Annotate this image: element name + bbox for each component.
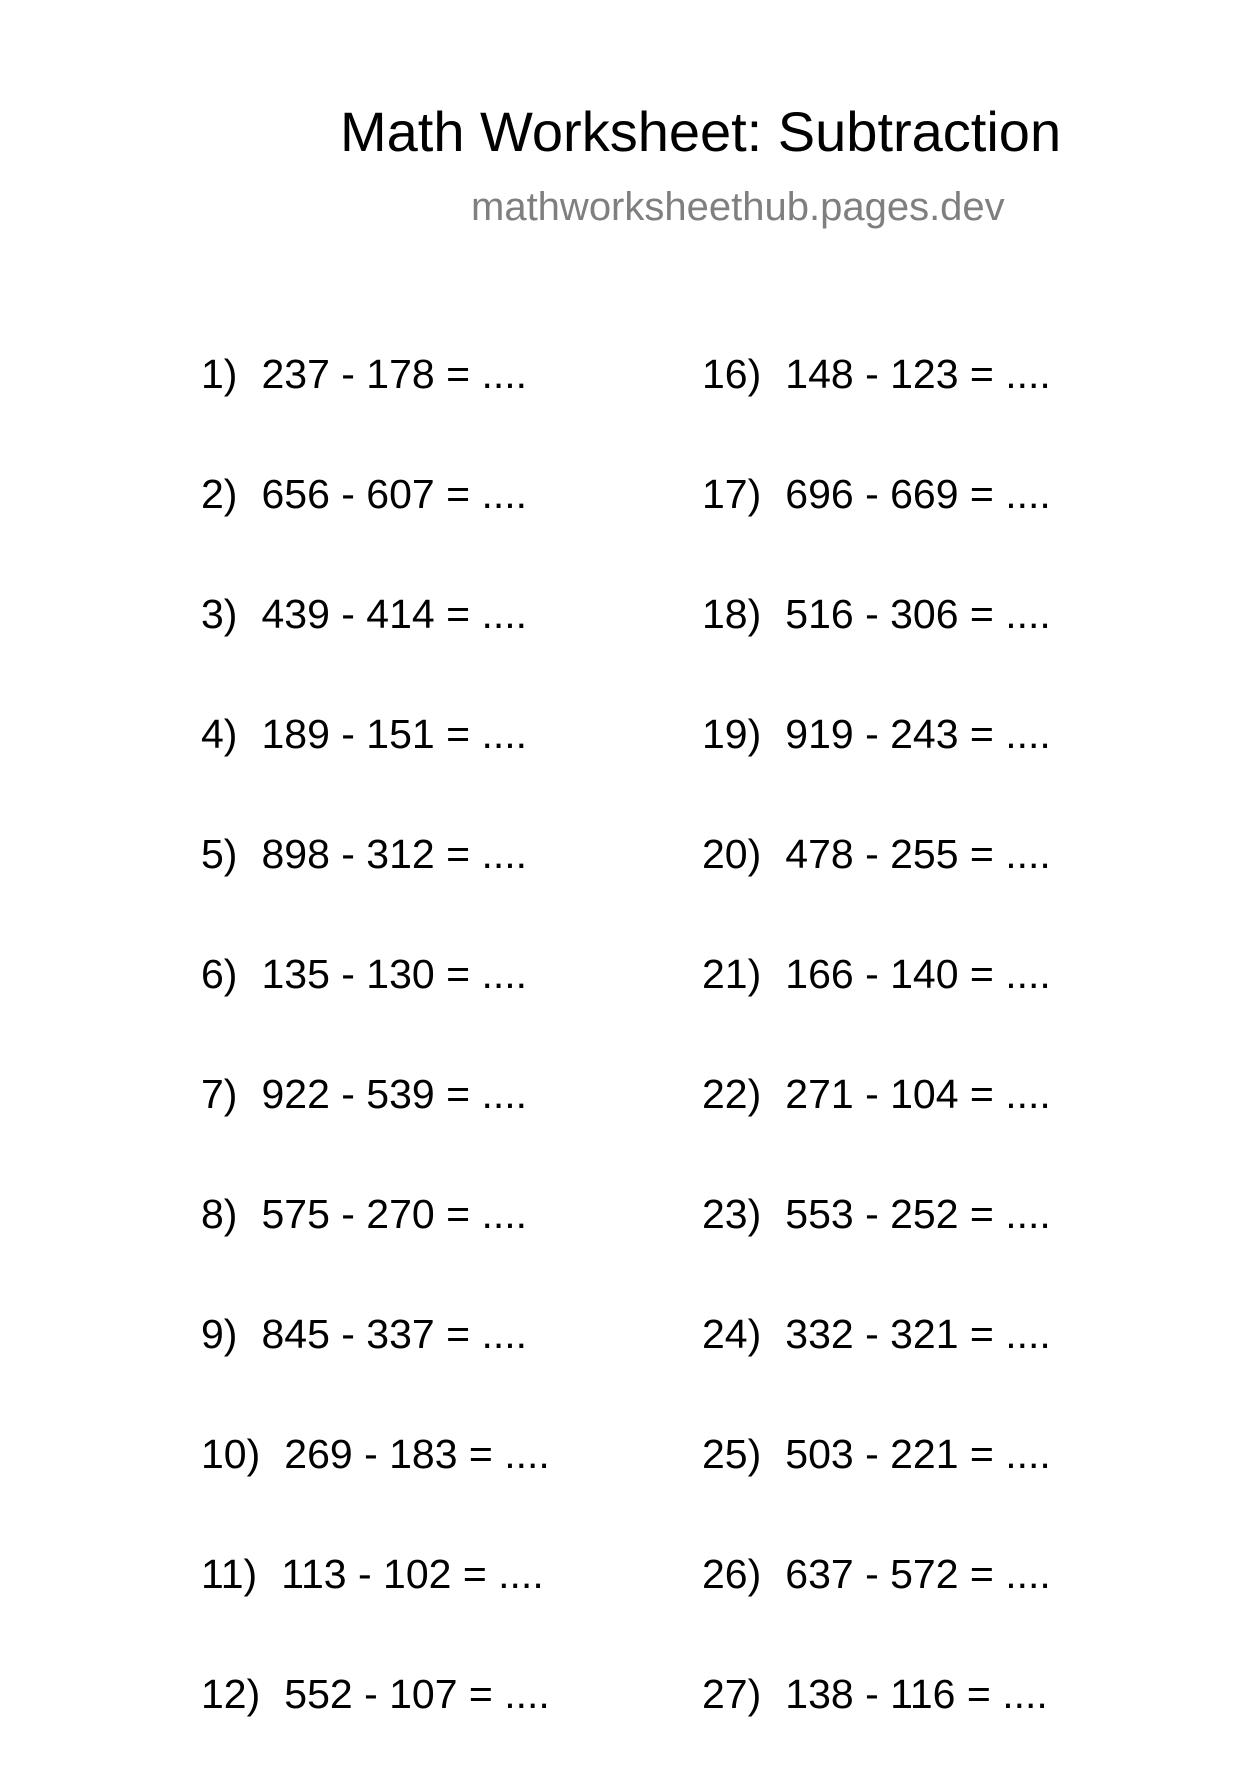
- problem-expression: 271 - 104 = ....: [785, 1071, 1051, 1117]
- problem-expression: 922 - 539 = ....: [261, 1071, 528, 1117]
- problem-expression: 552 - 107 = ....: [284, 1671, 550, 1717]
- problem-item: [702, 350, 1051, 470]
- problem-item: [201, 1310, 550, 1430]
- problem-item: [702, 710, 1051, 830]
- problem-expression: 553 - 252 = ....: [785, 1191, 1051, 1237]
- problem-number: 22): [702, 1071, 762, 1117]
- problem-number: 26): [702, 1551, 762, 1597]
- problem-number: 8): [201, 1191, 238, 1237]
- problem-number: 21): [702, 951, 762, 997]
- problem-item: [702, 950, 1051, 1070]
- problem-item: [201, 830, 550, 950]
- problem-number: 25): [702, 1431, 762, 1477]
- problem-number: 1): [201, 351, 238, 397]
- problem-expression: 148 - 123 = ....: [785, 351, 1051, 397]
- problem-expression: 919 - 243 = ....: [785, 711, 1051, 757]
- problem-item: [201, 470, 550, 590]
- problem-expression: 898 - 312 = ....: [261, 831, 528, 877]
- problem-expression: 332 - 321 = ....: [785, 1311, 1051, 1357]
- problem-item: [201, 950, 550, 1070]
- problem-number: 10): [201, 1431, 261, 1477]
- problem-number: 16): [702, 351, 762, 397]
- problem-item: [201, 1430, 550, 1550]
- problem-expression: 845 - 337 = ....: [261, 1311, 528, 1357]
- problem-number: 18): [702, 591, 762, 637]
- problem-expression: 478 - 255 = ....: [785, 831, 1051, 877]
- problem-expression: 637 - 572 = ....: [785, 1551, 1051, 1597]
- problem-item: [702, 830, 1051, 950]
- problem-item: [201, 1070, 550, 1190]
- problem-item: [702, 590, 1051, 710]
- problem-number: 4): [201, 711, 238, 757]
- problem-number: 11): [201, 1551, 258, 1597]
- problem-number: 5): [201, 831, 238, 877]
- problem-expression: 696 - 669 = ....: [785, 471, 1051, 517]
- problem-number: 3): [201, 591, 238, 637]
- problem-expression: 237 - 178 = ....: [261, 351, 528, 397]
- problem-number: 6): [201, 951, 238, 997]
- problem-expression: 439 - 414 = ....: [261, 591, 528, 637]
- problem-item: [702, 1190, 1051, 1310]
- problem-item: [201, 590, 550, 710]
- problem-expression: 516 - 306 = ....: [785, 591, 1051, 637]
- problem-number: 9): [201, 1311, 238, 1357]
- problem-item: [702, 1310, 1051, 1430]
- problem-item: [201, 710, 550, 830]
- problem-item: [702, 1070, 1051, 1190]
- problem-expression: 138 - 116 = ....: [785, 1671, 1048, 1717]
- problem-number: 2): [201, 471, 238, 517]
- site-url: mathworksheethub.pages.dev: [471, 185, 1005, 229]
- problem-item: [201, 1550, 550, 1670]
- problem-expression: 135 - 130 = ....: [261, 951, 528, 997]
- problem-expression: 113 - 102 = ....: [281, 1551, 544, 1597]
- problem-item: [201, 1670, 550, 1790]
- problem-item: [702, 1550, 1051, 1670]
- problem-expression: 189 - 151 = ....: [261, 711, 528, 757]
- problem-number: 17): [702, 471, 762, 517]
- problem-item: [702, 1430, 1051, 1550]
- problem-expression: 575 - 270 = ....: [261, 1191, 528, 1237]
- problem-item: [201, 1190, 550, 1310]
- problem-expression: 503 - 221 = ....: [785, 1431, 1051, 1477]
- problem-item: [702, 1670, 1051, 1790]
- problem-column-right: [702, 350, 1051, 1790]
- problem-number: 19): [702, 711, 762, 757]
- problem-number: 7): [201, 1071, 238, 1117]
- problem-number: 12): [201, 1671, 261, 1717]
- problem-expression: 166 - 140 = ....: [785, 951, 1051, 997]
- problem-item: [702, 470, 1051, 590]
- problem-item: [201, 350, 550, 470]
- page-title: Math Worksheet: Subtraction: [340, 100, 1062, 163]
- problem-number: 24): [702, 1311, 762, 1357]
- problem-column-left: [201, 350, 550, 1790]
- problem-expression: 656 - 607 = ....: [261, 471, 528, 517]
- problem-number: 20): [702, 831, 762, 877]
- problem-number: 23): [702, 1191, 762, 1237]
- problem-number: 27): [702, 1671, 762, 1717]
- problem-expression: 269 - 183 = ....: [284, 1431, 550, 1477]
